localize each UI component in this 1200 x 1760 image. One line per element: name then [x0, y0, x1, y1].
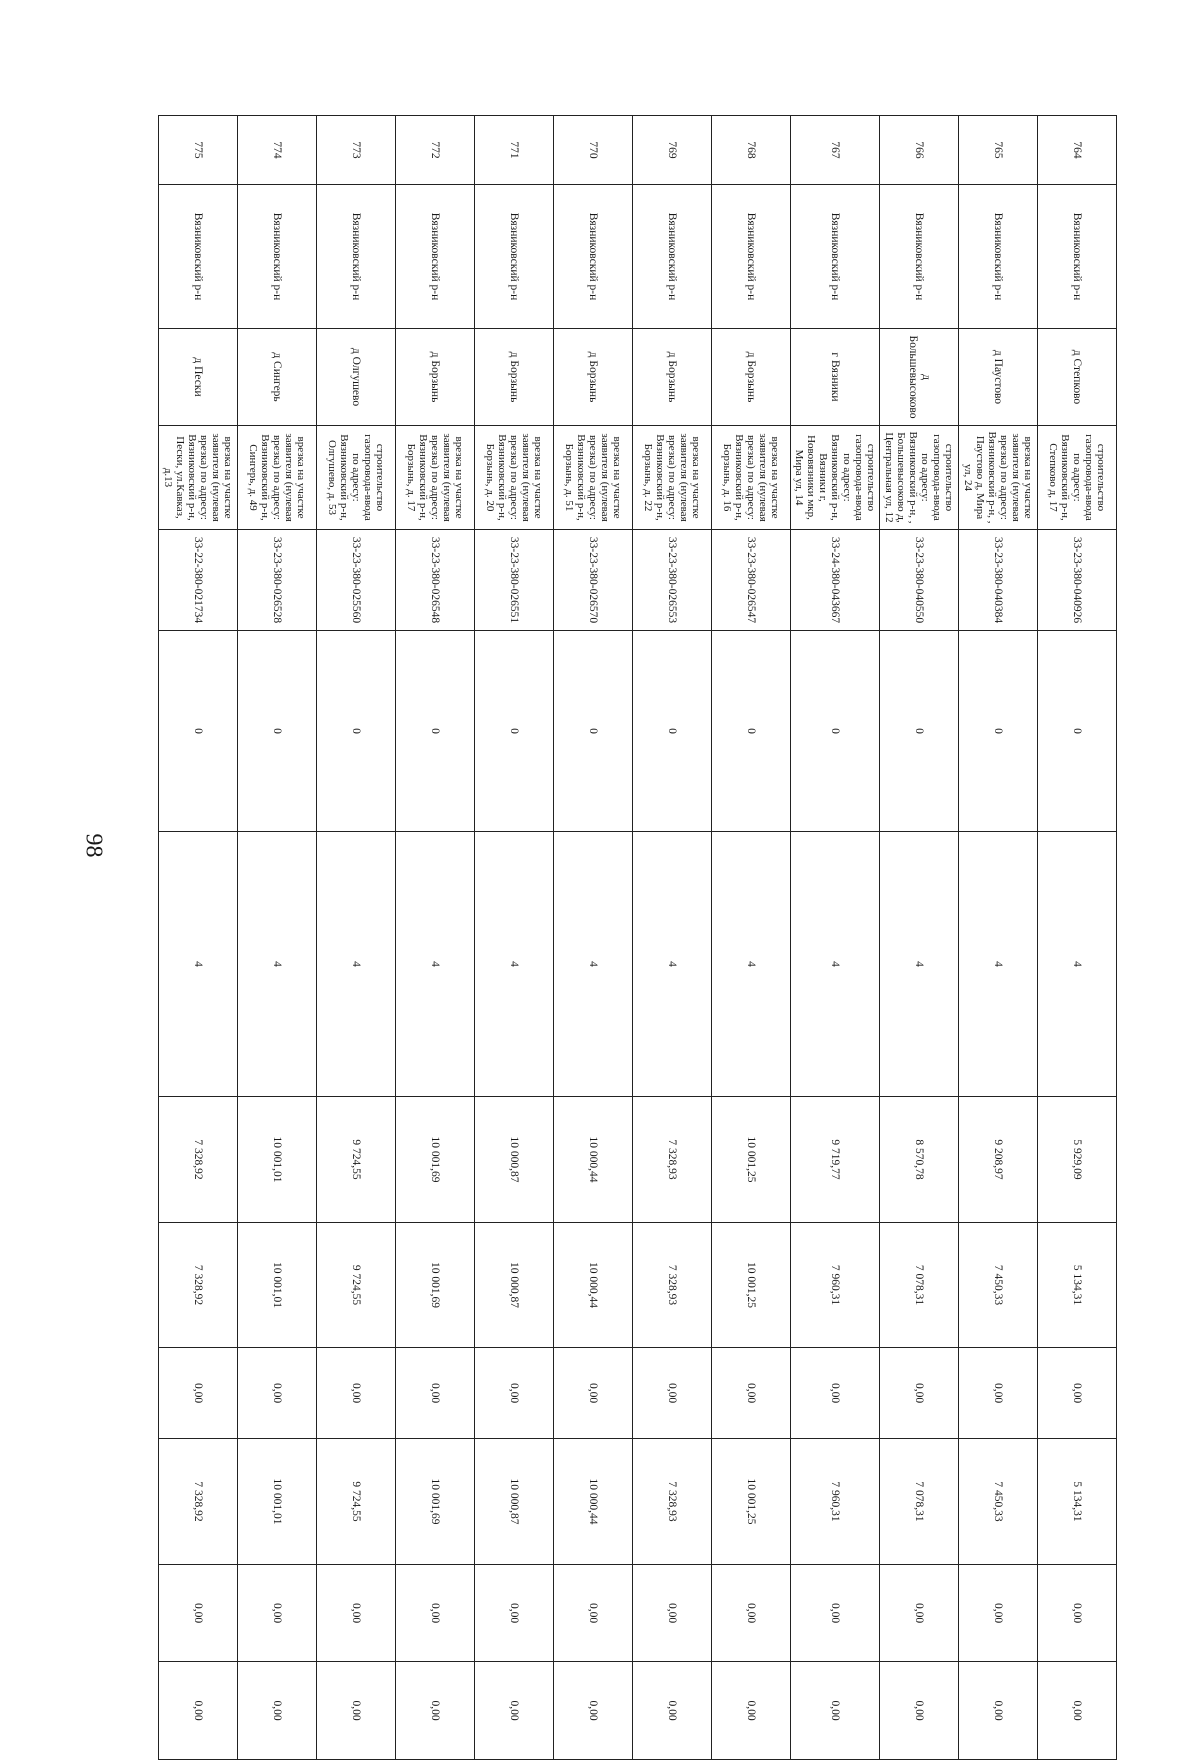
district-cell: Вязниковский р-н [791, 185, 880, 329]
value-cell-10: 0,00 [791, 1348, 880, 1439]
value-cell-8: 10 001,01 [238, 1097, 317, 1223]
value-cell-12: 0,00 [1038, 1565, 1117, 1662]
value-cell-10: 0,00 [880, 1348, 959, 1439]
row-number-cell: 764 [1038, 116, 1117, 185]
value-cell-13: 0,00 [880, 1662, 959, 1760]
value-cell-6: 0 [633, 631, 712, 832]
value-cell-6: 0 [238, 631, 317, 832]
value-cell-6: 0 [1038, 631, 1117, 832]
description-cell: врезка на участке заявителя (нулевая врезка) по адресу: Вязниковский р-н, Борзынь, д. 16 [712, 426, 791, 530]
district-cell: Вязниковский р-н [712, 185, 791, 329]
locality-cell: д Борзынь [712, 329, 791, 426]
value-cell-7: 4 [880, 832, 959, 1097]
value-cell-13: 0,00 [712, 1662, 791, 1760]
row-number-cell: 769 [633, 116, 712, 185]
table-row [959, 116, 1038, 1760]
district-cell: Вязниковский р-н [880, 185, 959, 329]
value-cell-8: 8 570,78 [880, 1097, 959, 1223]
value-cell-6: 0 [791, 631, 880, 832]
value-cell-7: 4 [1038, 832, 1117, 1097]
value-cell-10: 0,00 [159, 1348, 238, 1439]
value-cell-6: 0 [712, 631, 791, 832]
locality-cell: д Сингерь [238, 329, 317, 426]
value-cell-11: 10 001,25 [712, 1439, 791, 1565]
value-cell-10: 0,00 [238, 1348, 317, 1439]
table-row [880, 116, 959, 1760]
locality-cell: д Паустово [959, 329, 1038, 426]
district-cell: Вязниковский р-н [959, 185, 1038, 329]
locality-cell: д Пески [159, 329, 238, 426]
cadastral-number-cell: 33-23-380-026553 [633, 530, 712, 631]
value-cell-9: 10 000,87 [475, 1223, 554, 1348]
value-cell-13: 0,00 [791, 1662, 880, 1760]
value-cell-7: 4 [475, 832, 554, 1097]
locality-cell: д Борзынь [475, 329, 554, 426]
value-cell-13: 0,00 [1038, 1662, 1117, 1760]
value-cell-8: 9 719,77 [791, 1097, 880, 1223]
cadastral-number-cell: 33-23-380-026570 [554, 530, 633, 631]
table-row [633, 116, 712, 1760]
cadastral-number-cell: 33-24-380-043667 [791, 530, 880, 631]
table-body [159, 116, 1117, 1760]
value-cell-12: 0,00 [159, 1565, 238, 1662]
value-cell-13: 0,00 [554, 1662, 633, 1760]
value-cell-8: 7 328,92 [159, 1097, 238, 1223]
value-cell-13: 0,00 [317, 1662, 396, 1760]
description-cell: строительство газопровода-ввода по адресу: Вязниковский р-н, , Большевысоково д, Центральная ул, 12 [880, 426, 959, 530]
description-cell: врезка на участке заявителя (нулевая врезка) по адресу: Вязниковский р-н, Сингерь, д. 49 [238, 426, 317, 530]
value-cell-6: 0 [554, 631, 633, 832]
row-number-cell: 775 [159, 116, 238, 185]
value-cell-9: 10 000,44 [554, 1223, 633, 1348]
locality-cell: д Борзынь [633, 329, 712, 426]
table-row [791, 116, 880, 1760]
value-cell-12: 0,00 [959, 1565, 1038, 1662]
district-cell: Вязниковский р-н [317, 185, 396, 329]
value-cell-10: 0,00 [633, 1348, 712, 1439]
value-cell-7: 4 [633, 832, 712, 1097]
value-cell-13: 0,00 [633, 1662, 712, 1760]
value-cell-13: 0,00 [238, 1662, 317, 1760]
page-number: 98 [80, 833, 107, 858]
value-cell-11: 7 450,33 [959, 1439, 1038, 1565]
value-cell-10: 0,00 [1038, 1348, 1117, 1439]
value-cell-13: 0,00 [959, 1662, 1038, 1760]
district-cell: Вязниковский р-н [475, 185, 554, 329]
description-cell: врезка на участке заявителя (нулевая врезка) по адресу: Вязниковский р-н, , Паустово д, Мира ул, 24 [959, 426, 1038, 530]
value-cell-11: 7 960,31 [791, 1439, 880, 1565]
value-cell-8: 9 208,97 [959, 1097, 1038, 1223]
value-cell-11: 9 724,55 [317, 1439, 396, 1565]
description-cell: врезка на участке заявителя (нулевая врезка) по адресу: Вязниковский р-н, Пески, ул.Кавказ, д.13 [159, 426, 238, 530]
cadastral-number-cell: 33-23-380-040926 [1038, 530, 1117, 631]
value-cell-9: 10 001,01 [238, 1223, 317, 1348]
value-cell-8: 10 000,87 [475, 1097, 554, 1223]
table-row [1038, 116, 1117, 1760]
value-cell-11: 7 328,92 [159, 1439, 238, 1565]
value-cell-9: 10 001,69 [396, 1223, 475, 1348]
row-number-cell: 767 [791, 116, 880, 185]
value-cell-10: 0,00 [712, 1348, 791, 1439]
value-cell-6: 0 [880, 631, 959, 832]
table-row [238, 116, 317, 1760]
value-cell-11: 10 000,44 [554, 1439, 633, 1565]
description-cell: врезка на участке заявителя (нулевая врезка) по адресу: Вязниковский р-н, Борзынь, д. 17 [396, 426, 475, 530]
district-cell: Вязниковский р-н [396, 185, 475, 329]
value-cell-7: 4 [317, 832, 396, 1097]
value-cell-10: 0,00 [396, 1348, 475, 1439]
value-cell-12: 0,00 [475, 1565, 554, 1662]
description-cell: врезка на участке заявителя (нулевая врезка) по адресу: Вязниковский р-н, Борзынь, д. 20 [475, 426, 554, 530]
table-row [475, 116, 554, 1760]
value-cell-12: 0,00 [317, 1565, 396, 1662]
table-container [162, 115, 1117, 1721]
value-cell-13: 0,00 [396, 1662, 475, 1760]
district-cell: Вязниковский р-н [159, 185, 238, 329]
value-cell-6: 0 [396, 631, 475, 832]
row-number-cell: 770 [554, 116, 633, 185]
value-cell-8: 5 929,09 [1038, 1097, 1117, 1223]
value-cell-7: 4 [791, 832, 880, 1097]
locality-cell: г Вязники [791, 329, 880, 426]
description-cell: врезка на участке заявителя (нулевая врезка) по адресу: Вязниковский р-н, Борзынь, д. 51 [554, 426, 633, 530]
value-cell-7: 4 [396, 832, 475, 1097]
row-number-cell: 772 [396, 116, 475, 185]
value-cell-11: 7 078,31 [880, 1439, 959, 1565]
district-cell: Вязниковский р-н [633, 185, 712, 329]
cadastral-number-cell: 33-23-380-025560 [317, 530, 396, 631]
value-cell-7: 4 [554, 832, 633, 1097]
table-row [317, 116, 396, 1760]
district-cell: Вязниковский р-н [1038, 185, 1117, 329]
table-row [159, 116, 238, 1760]
value-cell-6: 0 [475, 631, 554, 832]
row-number-cell: 765 [959, 116, 1038, 185]
row-number-cell: 774 [238, 116, 317, 185]
row-number-cell: 771 [475, 116, 554, 185]
cadastral-number-cell: 33-23-380-040384 [959, 530, 1038, 631]
locality-cell: д Олгушево [317, 329, 396, 426]
value-cell-9: 7 328,93 [633, 1223, 712, 1348]
value-cell-11: 5 134,31 [1038, 1439, 1117, 1565]
cadastral-number-cell: 33-23-380-026551 [475, 530, 554, 631]
district-cell: Вязниковский р-н [554, 185, 633, 329]
value-cell-9: 10 001,25 [712, 1223, 791, 1348]
value-cell-11: 10 000,87 [475, 1439, 554, 1565]
value-cell-8: 7 328,93 [633, 1097, 712, 1223]
locality-cell: д Большевысоково [880, 329, 959, 426]
locality-cell: д Борзынь [554, 329, 633, 426]
table-row [712, 116, 791, 1760]
value-cell-10: 0,00 [475, 1348, 554, 1439]
value-cell-12: 0,00 [396, 1565, 475, 1662]
value-cell-8: 9 724,55 [317, 1097, 396, 1223]
row-number-cell: 773 [317, 116, 396, 185]
description-cell: строительство газопровода-ввода по адресу: Вязниковский р-н, Олгушево, д. 53 [317, 426, 396, 530]
value-cell-9: 7 078,31 [880, 1223, 959, 1348]
value-cell-11: 7 328,93 [633, 1439, 712, 1565]
row-number-cell: 768 [712, 116, 791, 185]
value-cell-7: 4 [712, 832, 791, 1097]
cadastral-number-cell: 33-23-380-040550 [880, 530, 959, 631]
value-cell-6: 0 [159, 631, 238, 832]
description-cell: строительство газопровода-ввода по адресу: Вязниковский р-н, Вязники г, Нововязники мкр, Мира ул, 14 [791, 426, 880, 530]
value-cell-13: 0,00 [159, 1662, 238, 1760]
locality-cell: д Борзынь [396, 329, 475, 426]
value-cell-9: 7 328,92 [159, 1223, 238, 1348]
value-cell-10: 0,00 [554, 1348, 633, 1439]
value-cell-7: 4 [959, 832, 1038, 1097]
value-cell-8: 10 001,25 [712, 1097, 791, 1223]
value-cell-12: 0,00 [880, 1565, 959, 1662]
cadastral-number-cell: 33-23-380-026547 [712, 530, 791, 631]
table-row [554, 116, 633, 1760]
value-cell-10: 0,00 [317, 1348, 396, 1439]
cadastral-number-cell: 33-22-380-021734 [159, 530, 238, 631]
cadastral-number-cell: 33-23-380-026528 [238, 530, 317, 631]
value-cell-12: 0,00 [712, 1565, 791, 1662]
value-cell-6: 0 [959, 631, 1038, 832]
value-cell-9: 9 724,55 [317, 1223, 396, 1348]
value-cell-9: 5 134,31 [1038, 1223, 1117, 1348]
value-cell-11: 10 001,01 [238, 1439, 317, 1565]
locality-cell: д Степково [1038, 329, 1117, 426]
value-cell-7: 4 [238, 832, 317, 1097]
value-cell-13: 0,00 [475, 1662, 554, 1760]
value-cell-12: 0,00 [633, 1565, 712, 1662]
description-cell: врезка на участке заявителя (нулевая врезка) по адресу: Вязниковский р-н, Борзынь, д. 22 [633, 426, 712, 530]
value-cell-9: 7 450,33 [959, 1223, 1038, 1348]
value-cell-6: 0 [317, 631, 396, 832]
district-cell: Вязниковский р-н [238, 185, 317, 329]
value-cell-12: 0,00 [238, 1565, 317, 1662]
value-cell-9: 7 960,31 [791, 1223, 880, 1348]
value-cell-11: 10 001,69 [396, 1439, 475, 1565]
data-table [158, 115, 1117, 1760]
value-cell-10: 0,00 [959, 1348, 1038, 1439]
value-cell-8: 10 000,44 [554, 1097, 633, 1223]
value-cell-12: 0,00 [791, 1565, 880, 1662]
cadastral-number-cell: 33-23-380-026548 [396, 530, 475, 631]
value-cell-7: 4 [159, 832, 238, 1097]
row-number-cell: 766 [880, 116, 959, 185]
table-row [396, 116, 475, 1760]
value-cell-8: 10 001,69 [396, 1097, 475, 1223]
value-cell-12: 0,00 [554, 1565, 633, 1662]
description-cell: строительство газопровода-ввода по адресу: Вязниковский р-н, Степково д, 17 [1038, 426, 1117, 530]
